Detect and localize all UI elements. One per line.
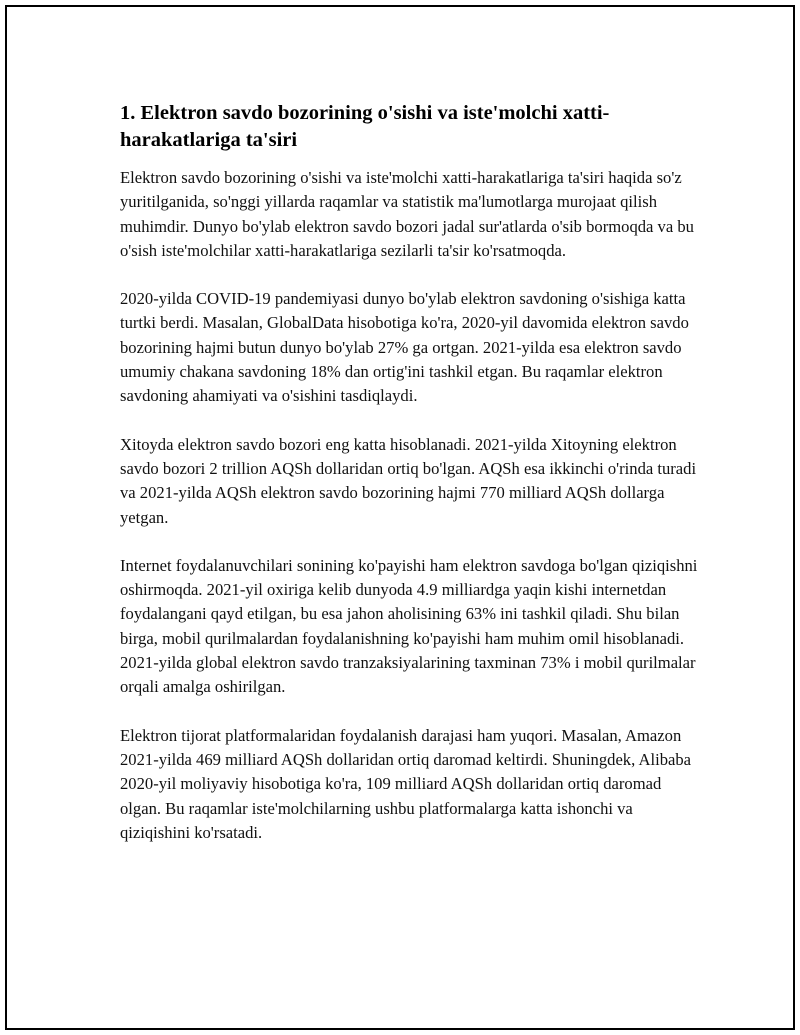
paragraph-1: Elektron savdo bozorining o'sishi va iste'molchi xatti-harakatlariga ta'siri haqida so'z yuritilganida, so'nggi yillarda raqamlar va statistik ma'lumotlarga murojaat qilish muhimdir. Dunyo bo'ylab elektron savdo bozori jadal sur'atlarda o'sib bormoqda va bu o'sish iste'molchilar xatti-harakatlariga sezilarli ta'sir ko'rsatmoqda.: [120, 168, 694, 260]
paragraph-5: Elektron tijorat platformalaridan foydalanish darajasi ham yuqori. Masalan, Amazon 2021-yilda 469 milliard AQSh dollaridan ortiq daromad keltirdi. Shuningdek, Alibaba 2020-yil moliyaviy hisobotiga ko'ra, 109 milliard AQSh dollaridan ortiq daromad olgan. Bu raqamlar iste'molchilarning ushbu platformalarga katta ishonchi va qiziqishini ko'rsatadi.: [120, 725, 692, 842]
paragraph-3: Xitoyda elektron savdo bozori eng katta hisoblanadi. 2021-yilda Xitoyning elektron savdo bozori 2 trillion AQSh dollaridan ortiq bo'lgan. AQSh esa ikkinchi o'rinda turadi va 2021-yilda AQSh elektron savdo bozorining hajmi 770 milliard AQSh dollarga yetgan.: [120, 434, 697, 527]
paragraph-4: Internet foydalanuvchilari sonining ko'payishi ham elektron savdoga bo'lgan qiziqishni oshirmoqda. 2021-yil oxiriga kelib dunyoda 4.9 milliardga yaqin kishi internetdan foydalangani qayd etilgan, bu esa jahon aholisining 63% ini tashkil qiladi. Shu bilan birga, mobil qurilmalardan foydalanishning ko'payishi ham muhim omil hisoblanadi. 2021-yilda global elektron savdo tranzaksiyalarining taxminan 73% i mobil qurilmalar orqali amalga oshirilgan.: [120, 555, 698, 697]
paragraph-2: 2020-yilda COVID-19 pandemiyasi dunyo bo'ylab elektron savdoning o'sishiga katta turtki berdi. Masalan, GlobalData hisobotiga ko'ra, 2020-yil davomida elektron savdo bozorining hajmi butun dunyo bo'ylab 27% ga ortgan. 2021-yilda esa elektron savdo umumiy chakana savdoning 18% dan ortig'ini tashkil etgan. Bu raqamlar elektron savdoning ahamiyati va o'sishini tasdiqlaydi.: [120, 289, 689, 406]
document-title: 1. Elektron savdo bozorining o'sishi va iste'molchi xatti-harakatlariga ta'siri: [120, 102, 610, 151]
document-body: [120, 100, 700, 869]
page-frame: [5, 5, 795, 1030]
